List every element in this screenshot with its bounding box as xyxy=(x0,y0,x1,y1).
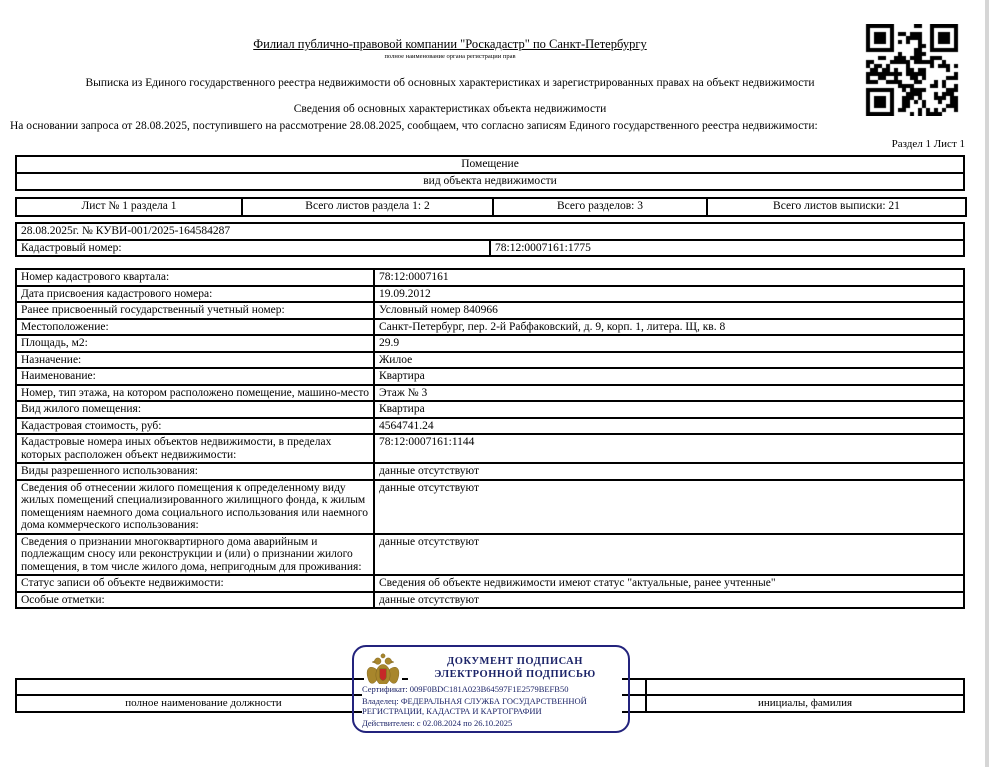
org-name: Филиал публично-правовой компании "Роскадастр" по Санкт-Петербургу xyxy=(253,37,647,51)
detail-label: Номер кадастрового квартала: xyxy=(16,269,374,286)
esign-stamp xyxy=(352,645,630,733)
detail-label: Кадастровые номера иных объектов недвижимости, в пределах которых расположен объект недвижимости: xyxy=(16,434,374,463)
sheet-info-cell: Лист № 1 раздела 1 xyxy=(16,198,242,216)
table-row xyxy=(16,319,964,336)
section-sheet-label: Раздел 1 Лист 1 xyxy=(891,138,965,150)
table-row xyxy=(16,418,964,435)
extract-title: Выписка из Единого государственного реестра недвижимости об основных характеристиках и зарегистрированных правах на объект недвижимости xyxy=(85,77,815,89)
stamp-info xyxy=(362,684,622,729)
cadastral-number-value: 78:12:0007161:1775 xyxy=(490,240,964,257)
table-row xyxy=(16,368,964,385)
detail-value: 4564741.24 xyxy=(374,418,964,435)
table-row xyxy=(16,480,964,534)
certificate-line: Сертификат: 009F0BDC181A023B64597F1E2579BEFB50 xyxy=(362,684,569,694)
detail-value: 19.09.2012 xyxy=(374,286,964,303)
validity-line: Действителен: с 02.08.2024 по 26.10.2025 xyxy=(362,717,513,728)
request-line: На основании запроса от 28.08.2025, поступившего на рассмотрение 28.08.2025, сообщаем, что согласно записям Единого государственного реестра недвижимости: xyxy=(10,120,818,132)
detail-value: Жилое xyxy=(374,352,964,369)
detail-label: Вид жилого помещения: xyxy=(16,401,374,418)
detail-label: Особые отметки: xyxy=(16,592,374,609)
detail-value: данные отсутствуют xyxy=(374,480,964,534)
detail-label: Сведения о признании многоквартирного дома аварийным и подлежащим сносу или реконструкции и (или) о признании жилого помещения, в том числе жилого дома, непригодным для проживания: xyxy=(16,534,374,576)
signature-left-caption: полное наименование должности xyxy=(16,695,391,712)
sheet-info-cell: Всего листов выписки: 21 xyxy=(707,198,966,216)
object-type-value: Помещение xyxy=(16,156,964,173)
owner-line: Владелец: ФЕДЕРАЛЬНАЯ СЛУЖБА ГОСУДАРСТВЕННОЙ РЕГИСТРАЦИИ, КАДАСТРА И КАРТОГРАФИИ xyxy=(362,695,587,716)
detail-value: данные отсутствуют xyxy=(374,463,964,480)
detail-label: Кадастровая стоимость, руб: xyxy=(16,418,374,435)
object-type-table xyxy=(15,155,965,191)
table-row xyxy=(16,434,964,463)
detail-label: Дата присвоения кадастрового номера: xyxy=(16,286,374,303)
org-name-caption: полное наименование органа регистрации прав xyxy=(384,53,516,60)
detail-label: Местоположение: xyxy=(16,319,374,336)
details-table xyxy=(15,268,965,609)
table-row xyxy=(16,286,964,303)
sheet-info-table xyxy=(15,197,967,217)
table-row xyxy=(16,335,964,352)
table-row xyxy=(16,352,964,369)
detail-value: Санкт-Петербург, пер. 2-й Рабфаковский, д. 9, корп. 1, литера. Щ, кв. 8 xyxy=(374,319,964,336)
table-row xyxy=(16,534,964,576)
table-row xyxy=(16,401,964,418)
detail-value: 29.9 xyxy=(374,335,964,352)
detail-label: Номер, тип этажа, на котором расположено помещение, машино-место xyxy=(16,385,374,402)
table-row xyxy=(16,302,964,319)
request-number: 28.08.2025г. № КУВИ-001/2025-164584287 xyxy=(16,223,964,240)
detail-value: Этаж № 3 xyxy=(374,385,964,402)
detail-value: Условный номер 840966 xyxy=(374,302,964,319)
object-type-caption: вид объекта недвижимости xyxy=(16,173,964,190)
stamp-title: ДОКУМЕНТ ПОДПИСАН ЭЛЕКТРОННОЙ ПОДПИСЬЮ xyxy=(408,655,622,681)
table-row xyxy=(16,463,964,480)
table-row xyxy=(16,385,964,402)
detail-value: данные отсутствуют xyxy=(374,592,964,609)
detail-value: 78:12:0007161:1144 xyxy=(374,434,964,463)
detail-value: данные отсутствуют xyxy=(374,534,964,576)
detail-label: Наименование: xyxy=(16,368,374,385)
section-subtitle: Сведения об основных характеристиках объекта недвижимости xyxy=(293,103,607,115)
detail-label: Сведения об отнесении жилого помещения к определенному виду жилых помещений специализированного жилищного фонда, к жилым помещениям наемного дома социального использования или наемного дома коммерческого использования: xyxy=(16,480,374,534)
sheet-info-cell: Всего листов раздела 1: 2 xyxy=(242,198,493,216)
detail-label: Ранее присвоенный государственный учетный номер: xyxy=(16,302,374,319)
detail-label: Виды разрешенного использования: xyxy=(16,463,374,480)
page-edge xyxy=(985,0,989,767)
detail-label: Площадь, м2: xyxy=(16,335,374,352)
table-row xyxy=(16,575,964,592)
detail-value: 78:12:0007161 xyxy=(374,269,964,286)
detail-value: Сведения об объекте недвижимости имеют статус "актуальные, ранее учтенные" xyxy=(374,575,964,592)
detail-label: Статус записи об объекте недвижимости: xyxy=(16,575,374,592)
sheet-info-cell: Всего разделов: 3 xyxy=(493,198,707,216)
request-number-table xyxy=(15,222,965,257)
detail-label: Назначение: xyxy=(16,352,374,369)
table-row xyxy=(16,592,964,609)
signature-right-caption: инициалы, фамилия xyxy=(646,695,964,712)
detail-value: Квартира xyxy=(374,368,964,385)
table-row xyxy=(16,269,964,286)
cadastral-number-label: Кадастровый номер: xyxy=(16,240,490,257)
detail-value: Квартира xyxy=(374,401,964,418)
